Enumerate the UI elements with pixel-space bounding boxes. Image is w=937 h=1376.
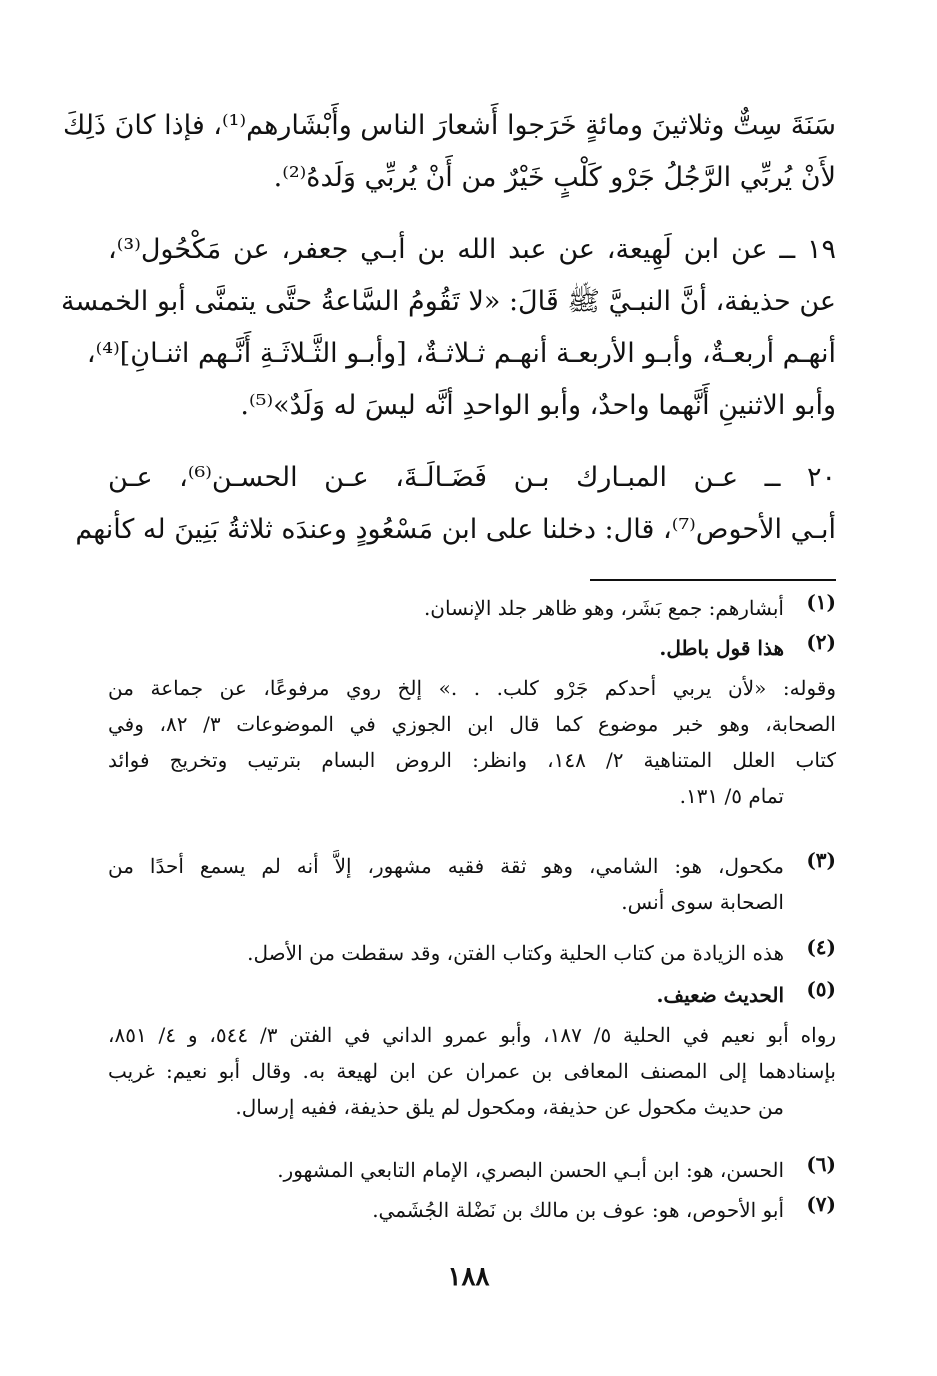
footnote-number: (٤) — [806, 935, 836, 959]
main-text — [60, 100, 836, 556]
footnote-line: الصحابة، وهو خبر موضوع كما قال ابن الجوزي في الموضوعات ٣/ ٨٢، وفي — [108, 712, 836, 736]
footnote-number: (٢) — [806, 630, 836, 654]
footnote-line: بإسنادهما إلى المصنف المعافى بن عمران عن ابن لهيعة به. وقال أبو نعيم: غريب — [108, 1059, 836, 1083]
text-line: ٢٠ ــ عـن المبـارك بـن فَضَـالَـةَ، عـن الحسـن⁽⁶⁾، عـن — [108, 462, 836, 493]
footnote-number: (٦) — [806, 1152, 836, 1176]
footnote-line: الحسن، هو: ابن أبـي الحسن البصري، الإمام التابعي المشهور. — [277, 1158, 784, 1182]
footnote-separator — [590, 579, 836, 581]
page-number: ١٨٨ — [447, 1262, 490, 1292]
paragraph-1 — [62, 100, 836, 204]
footnote-line: كتاب العلل المتناهية ٢/ ١٤٨، وانظر: الروض البسام بترتيب وتخريج فوائد — [108, 748, 836, 772]
text-line: ١٩ ــ عن ابن لَهِيعة، عن عبد الله بن أبـي جعفر، عن مَكْحُول⁽³⁾، — [108, 234, 836, 265]
footnote-line: رواه أبو نعيم في الحلية ٥/ ١٨٧، وأبو عمرو الداني في الفتن ٣/ ٥٤٤، و ٤/ ٨٥١، — [108, 1023, 837, 1047]
paragraph-hadith-20 — [75, 452, 836, 556]
footnote-title: هذا قول باطل. — [659, 636, 784, 660]
footnote-2 — [108, 630, 836, 814]
text-line: أنهـم أربعـةٌ، وأبـو الأربعـة أنهـم ثـلاثـةٌ، [وأبـو الثَّـلاثَـةِ أَنَّـهم اثنـانِ]⁽⁴⁾، — [86, 338, 836, 369]
footnote-number: (١) — [806, 590, 836, 614]
footnote-line: أبشارهم: جمع بَشَر، وهو ظاهر جلد الإنسان. — [423, 596, 784, 620]
text-line: لأَنْ يُربِّي الرَّجُلُ جَرْو كَلْبٍ خَيْرٌ من أَنْ يُربِّي وَلَدهُ⁽²⁾. — [273, 162, 836, 193]
text-line: سَنَةَ سِتٌّ وثلاثينَ ومائةٍ خَرَجوا أَشعارَ الناس وأَبْشَارهم⁽¹⁾، فإذا كانَ ذَلِكَ — [62, 110, 836, 141]
footnote-title: الحديث ضعيف. — [656, 983, 784, 1007]
footnote-line: من حديث مكحول عن حذيفة، ومكحول لم يلق حذيفة، ففيه إرسال. — [235, 1095, 784, 1119]
footnote-7 — [108, 1192, 836, 1228]
footnote-3 — [108, 848, 836, 920]
footnote-number: (٥) — [806, 977, 836, 1001]
paragraph-hadith-19 — [60, 224, 836, 432]
footnote-number: (٣) — [806, 848, 836, 872]
footnote-line: وقوله: «لأن يربي أحدكم جَرْو كلب. . .» إلخ روي مرفوعًا، عن جماعة من — [108, 676, 836, 700]
text-line: وأبو الاثنينِ أَنَّهما واحدٌ، وأبو الواحدِ أنَّه ليسَ له وَلَدٌ»⁽⁵⁾. — [240, 390, 836, 421]
footnote-number: (٧) — [806, 1192, 836, 1216]
text-line: عن حذيفة، أنَّ النبـيَّ ﷺ قَالَ: «لا تَقُومُ السَّاعةُ حتَّى يتمنَّى أبو الخمسة — [60, 286, 836, 317]
footnote-1 — [108, 590, 836, 626]
text-line: أبـي الأحوص⁽⁷⁾، قال: دخلنا على ابن مَسْعُودٍ وعندَه ثلاثةُ بَنِينَ له كأنهم — [75, 514, 836, 545]
footnote-line: هذه الزيادة من كتاب الحلية وكتاب الفتن، وقد سقطت من الأصل. — [247, 941, 784, 965]
footnote-line: الصحابة سوى أنس. — [621, 890, 784, 914]
footnote-line: أبو الأحوص، هو: عوف بن مالك بن نَضْلة الجُشَمي. — [372, 1198, 784, 1222]
footnote-5 — [108, 977, 836, 1125]
footnote-6 — [108, 1152, 836, 1188]
footnote-line: مكحول، هو: الشامي، وهو ثقة فقيه مشهور، إلاَّ أنه لم يسمع أحدًا من — [108, 854, 784, 878]
footnote-4 — [108, 935, 836, 971]
footnote-line: تمام ٥/ ١٣١. — [679, 784, 784, 808]
